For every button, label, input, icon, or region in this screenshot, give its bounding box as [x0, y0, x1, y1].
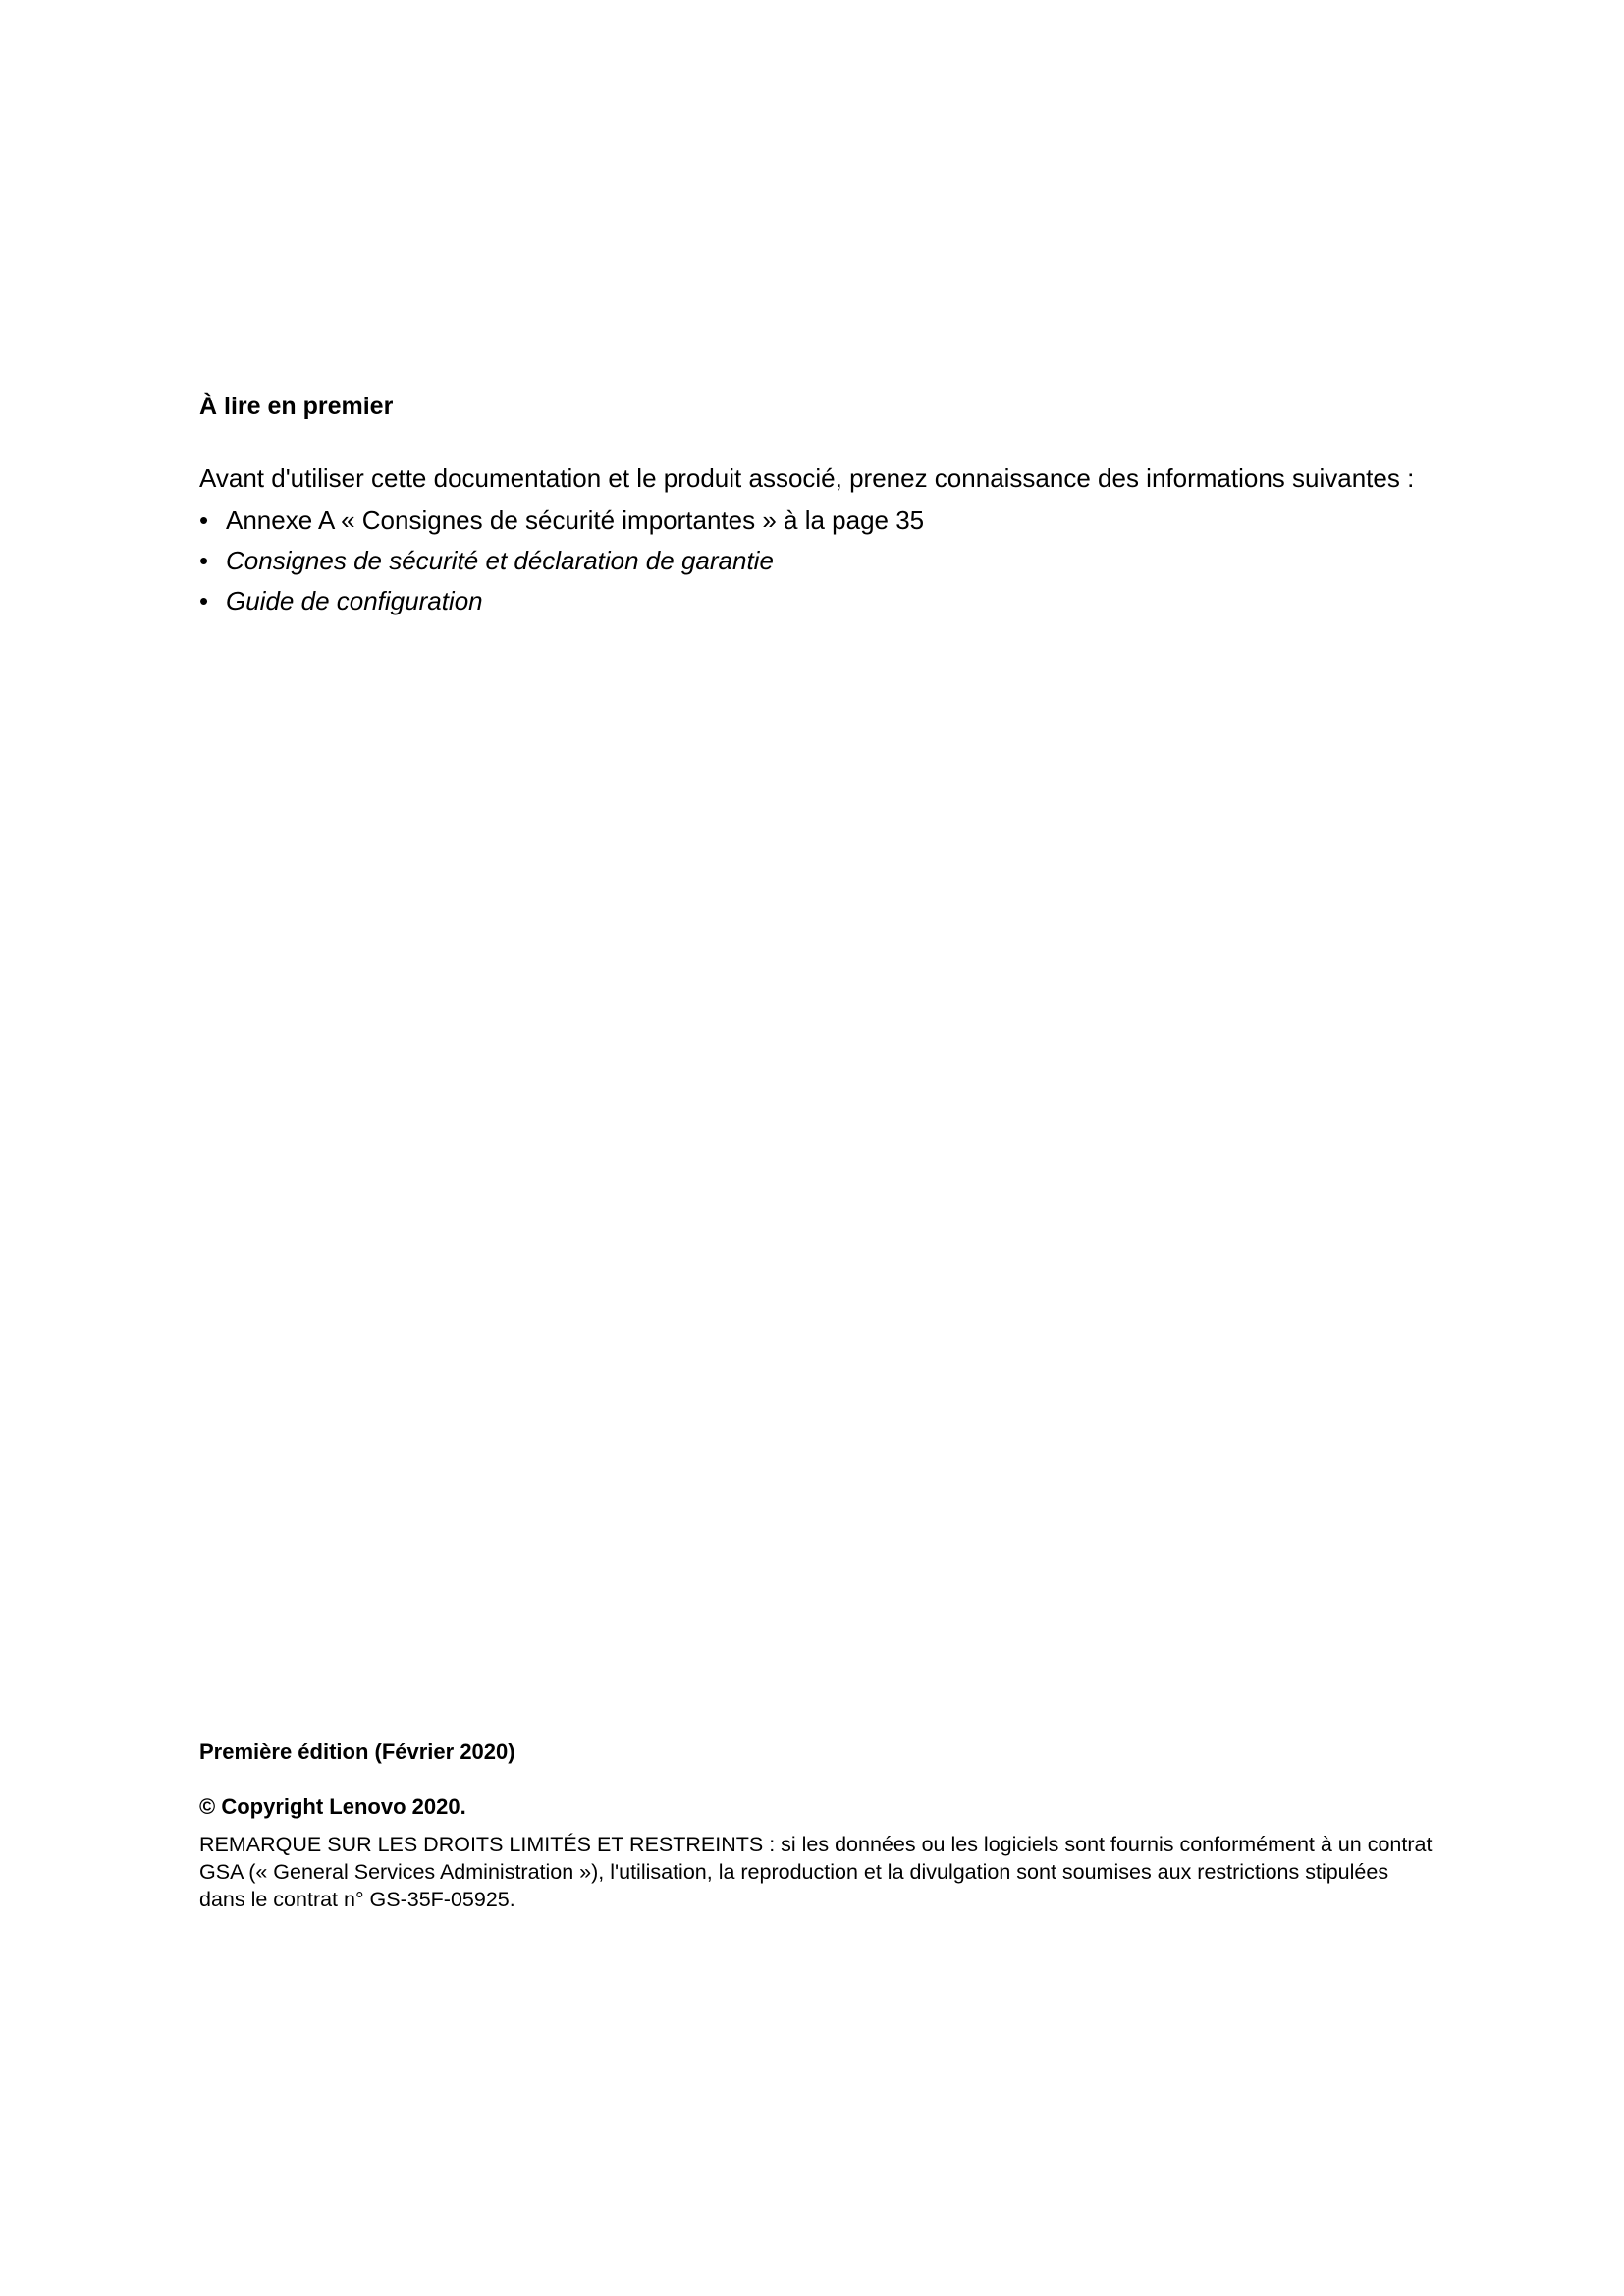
restricted-rights-notice: REMARQUE SUR LES DROITS LIMITÉS ET RESTREINTS : si les données ou les logiciels sont fournis conformément à un contrat GSA (« General Services Administration »), l'utilisation, la reproduction et la divulgation sont soumises aux restrictions stipulées dans le contrat n° GS-35F-05925.: [199, 1833, 1433, 1911]
list-item-safety-warranty-guide: [199, 546, 924, 586]
bullet-icon: •: [199, 546, 209, 575]
edition-line: Première édition (Février 2020): [199, 1739, 515, 1764]
list-item-setup-guide: [199, 586, 924, 626]
read-first-heading: À lire en premier: [199, 393, 394, 420]
read-first-list: [199, 506, 924, 626]
bullet-icon: •: [199, 506, 209, 535]
list-item-text: Guide de configuration: [226, 586, 483, 615]
read-first-intro: Avant d'utiliser cette documentation et le produit associé, prenez connaissance des informations suivantes :: [199, 463, 1415, 493]
list-item-text: Consignes de sécurité et déclaration de garantie: [226, 546, 774, 575]
copyright-line: © Copyright Lenovo 2020.: [199, 1794, 466, 1819]
bullet-icon: •: [199, 586, 209, 615]
list-item-text[interactable]: Annexe A « Consignes de sécurité importantes » à la page 35: [226, 506, 925, 535]
list-item-safety-appendix[interactable]: [199, 506, 924, 546]
